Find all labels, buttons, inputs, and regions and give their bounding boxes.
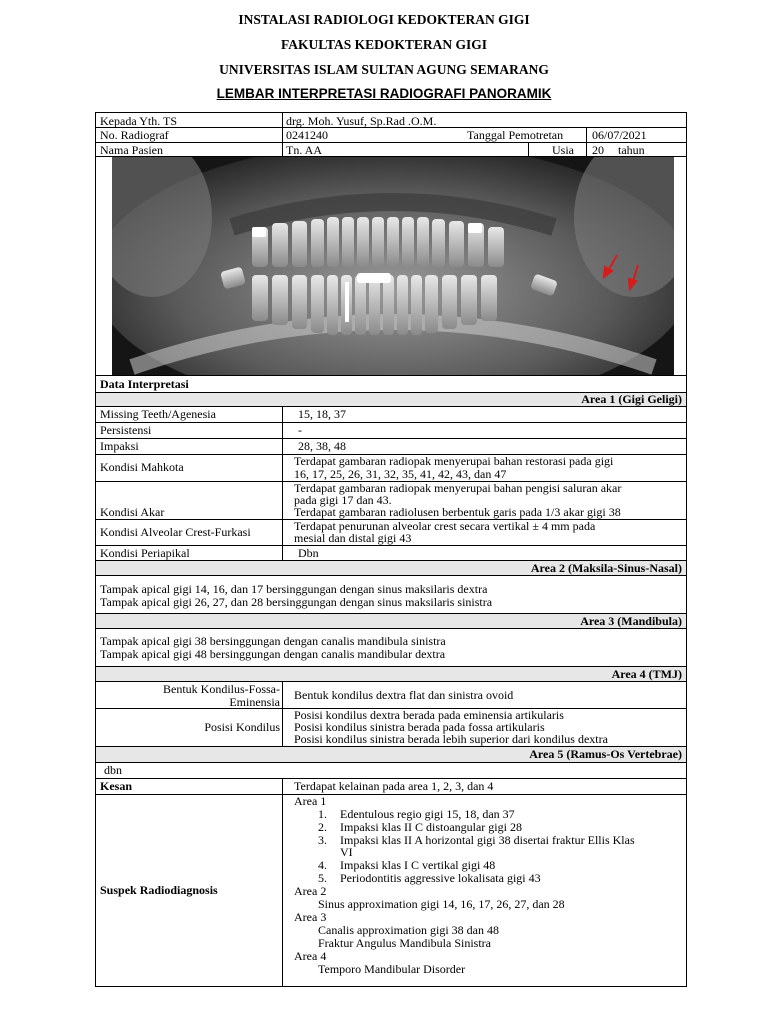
suspek-area1-num: 4. xyxy=(318,858,327,872)
suspek-area2-line: Sinus approximation gigi 14, 16, 17, 26, 27, dan 28 xyxy=(318,897,565,911)
kepada-value: drg. Moh. Yusuf, Sp.Rad .O.M. xyxy=(286,114,437,128)
kondisi-akar-value: Terdapat gambaran radiopak menyerupai bahan pengisi saluran akar xyxy=(294,481,622,495)
divider xyxy=(528,142,529,156)
posisi-kondilus-value: Posisi kondilus sinistra berada pada fossa artikularis xyxy=(294,720,545,734)
divider xyxy=(282,681,283,746)
divider xyxy=(96,422,686,423)
kondisi-mahkota-value: Terdapat gambaran radiopak menyerupai bahan restorasi pada gigi xyxy=(294,454,614,468)
kondisi-akar-value: Terdapat gambaran radiolusen berbentuk garis pada 1/3 akar gigi 38 xyxy=(294,505,621,519)
area3-line: Tampak apical gigi 38 bersinggungan dengan canalis mandibula sinistra xyxy=(100,634,446,648)
bentuk-kondilus-label: Eminensia xyxy=(229,695,280,709)
area1-title: Area 1 (Gigi Geligi) xyxy=(581,392,682,406)
no-radiograf-label: No. Radiograf xyxy=(100,128,169,142)
suspek-area1-item: Periodontitis aggressive lokalisata gigi 43 xyxy=(340,871,541,885)
alveolar-value: mesial dan distal gigi 43 xyxy=(294,531,412,545)
area2-line: Tampak apical gigi 26, 27, dan 28 bersinggungan dengan sinus maksilaris sinistra xyxy=(100,595,493,609)
suspek-area1-num: 2. xyxy=(318,820,327,834)
suspek-area4-head: Area 4 xyxy=(294,949,327,963)
impaksi-label: Impaksi xyxy=(100,439,139,453)
usia-unit: tahun xyxy=(618,143,645,157)
header-university: UNIVERSITAS ISLAM SULTAN AGUNG SEMARANG xyxy=(219,62,549,77)
posisi-kondilus-label: Posisi Kondilus xyxy=(204,720,280,734)
data-interpretasi-heading: Data Interpretasi xyxy=(100,377,189,391)
kondisi-akar-value: pada gigi 17 dan 43. xyxy=(294,493,392,507)
suspek-area1-item: Impaksi klas II A horizontal gigi 38 disertai fraktur Ellis Klas xyxy=(340,833,635,847)
kepada-label: Kepada Yth. TS xyxy=(100,114,177,128)
interpretation-form xyxy=(95,112,687,987)
divider xyxy=(586,127,587,156)
area4-title: Area 4 (TMJ) xyxy=(611,667,682,681)
bentuk-kondilus-label: Bentuk Kondilus-Fossa- xyxy=(163,682,280,696)
area2-line: Tampak apical gigi 14, 16, dan 17 bersinggungan dengan sinus maksilaris dextra xyxy=(100,582,488,596)
panoramic-radiograph xyxy=(112,157,674,375)
periapikal-value: Dbn xyxy=(298,546,319,560)
divider xyxy=(282,406,283,560)
divider xyxy=(96,575,686,576)
divider xyxy=(96,438,686,439)
form-title: LEMBAR INTERPRETASI RADIOGRAFI PANORAMIK xyxy=(216,86,552,101)
usia-label: Usia xyxy=(552,143,574,157)
area4-bar xyxy=(96,666,686,681)
area3-title: Area 3 (Mandibula) xyxy=(580,614,682,628)
area3-line: Tampak apical gigi 48 bersinggungan dengan canalis mandibular dextra xyxy=(100,647,446,661)
suspek-area3-head: Area 3 xyxy=(294,910,327,924)
suspek-area1-num: 1. xyxy=(318,807,327,821)
suspek-area1-num: 3. xyxy=(318,833,327,847)
missing-teeth-value: 15, 18, 37 xyxy=(298,407,346,421)
area5-value: dbn xyxy=(104,763,122,777)
tanggal-value: 06/07/2021 xyxy=(592,128,647,142)
persistensi-value: - xyxy=(298,423,302,437)
kondisi-akar-label: Kondisi Akar xyxy=(100,505,165,519)
suspek-area3-line: Fraktur Angulus Mandibula Sinistra xyxy=(318,936,491,950)
suspek-area4-line: Temporo Mandibular Disorder xyxy=(318,962,466,976)
divider xyxy=(96,142,686,143)
kondisi-mahkota-value: 16, 17, 25, 26, 31, 32, 35, 41, 42, 43, dan 47 xyxy=(294,467,507,481)
bentuk-kondilus-value: Bentuk kondilus dextra flat dan sinistra ovoid xyxy=(294,688,514,702)
suspek-area1-item: Impaksi klas II C distoangular gigi 28 xyxy=(340,820,522,834)
suspek-area1-num: 5. xyxy=(318,871,327,885)
posisi-kondilus-value: Posisi kondilus dextra berada pada eminensia artikularis xyxy=(294,708,564,722)
area2-title: Area 2 (Maksila-Sinus-Nasal) xyxy=(530,561,682,575)
suspek-area3-line: Canalis approximation gigi 38 dan 48 xyxy=(318,923,499,937)
suspek-area2-head: Area 2 xyxy=(294,884,327,898)
missing-teeth-label: Missing Teeth/Agenesia xyxy=(100,407,216,421)
alveolar-value: Terdapat penurunan alveolar crest secara vertikal ± 4 mm pada xyxy=(294,519,596,533)
divider xyxy=(96,127,686,128)
suspek-label: Suspek Radiodiagnosis xyxy=(100,883,218,897)
kesan-value: Terdapat kelainan pada area 1, 2, 3, dan 4 xyxy=(294,779,494,793)
nama-pasien-value: Tn. AA xyxy=(286,143,322,157)
divider xyxy=(96,794,686,795)
suspek-area1-head: Area 1 xyxy=(294,794,327,808)
usia-value: 20 xyxy=(592,143,604,157)
suspek-area1-item: Edentulous regio gigi 15, 18, dan 37 xyxy=(340,807,515,821)
posisi-kondilus-value: Posisi kondilus sinistra berada lebih superior dari kondilus dextra xyxy=(294,732,608,746)
suspek-area1-item: VI xyxy=(340,845,353,859)
header-institution: INSTALASI RADIOLOGI KEDOKTERAN GIGI xyxy=(238,12,530,27)
no-radiograf-value: 0241240 xyxy=(286,128,328,142)
area5-title: Area 5 (Ramus-Os Vertebrae) xyxy=(529,747,682,761)
divider xyxy=(282,113,283,156)
header-faculty: FAKULTAS KEDOKTERAN GIGI xyxy=(280,37,488,52)
kondisi-mahkota-label: Kondisi Mahkota xyxy=(100,460,184,474)
tanggal-label: Tanggal Pemotretan xyxy=(467,128,564,142)
periapikal-label: Kondisi Periapikal xyxy=(100,546,190,560)
divider xyxy=(96,375,686,376)
divider xyxy=(96,628,686,629)
divider xyxy=(96,666,686,667)
alveolar-label: Kondisi Alveolar Crest-Furkasi xyxy=(100,525,251,539)
nama-pasien-label: Nama Pasien xyxy=(100,143,163,157)
divider xyxy=(96,762,686,763)
suspek-area1-item: Impaksi klas I C vertikal gigi 48 xyxy=(340,858,496,872)
persistensi-label: Persistensi xyxy=(100,423,152,437)
impaksi-value: 28, 38, 48 xyxy=(298,439,346,453)
divider xyxy=(282,778,283,987)
kesan-label: Kesan xyxy=(100,779,133,793)
